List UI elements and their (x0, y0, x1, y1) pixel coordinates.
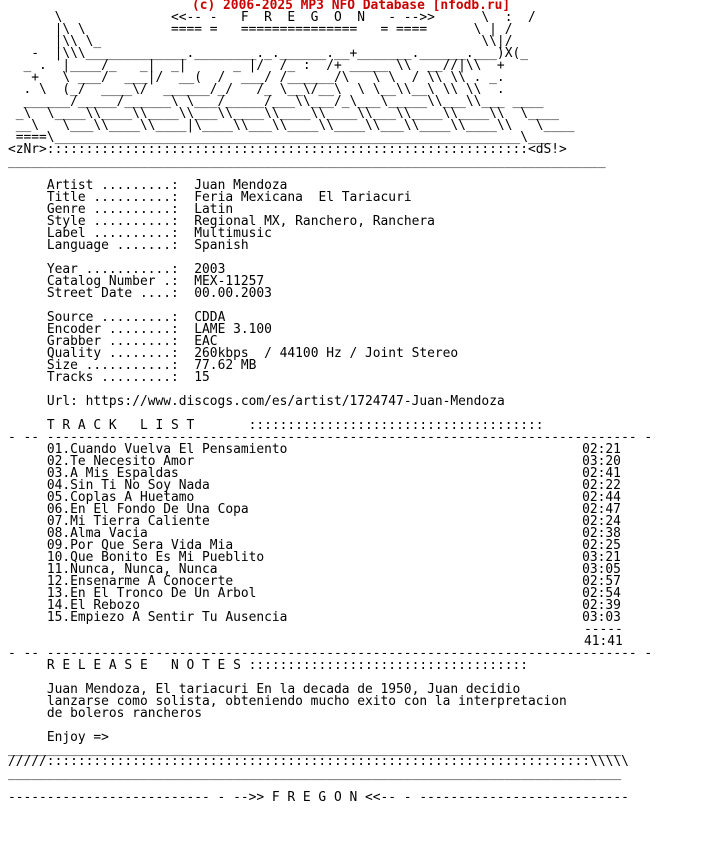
track-title: Coplas A Huetamo (70, 490, 195, 505)
track-number: 06 (46, 502, 63, 517)
release-notes-colons: :::::::::::::::::::::::::::::::::::: (248, 658, 528, 673)
track-list-separator-bottom: - -- ---------------------------------------------------------------------------- - (8, 646, 653, 661)
track-title: Que Bonito Es Mi Pueblito (70, 550, 265, 565)
tracks-row (8, 372, 720, 384)
track-row: 05.Coplas A Huetamo 02:44 (46, 490, 621, 505)
track-title: En El Tronco De Un Arbol (70, 586, 257, 601)
footer-rule-1: _______________________________________________________________________________ (8, 742, 622, 757)
track-number: 05 (46, 490, 63, 505)
track-title: Alma Vacia (70, 526, 148, 541)
track-row: 01.Cuando Vuelva El Pensamiento 02:21 (46, 442, 621, 457)
release-notes-line-3 (8, 708, 720, 720)
size-value: 77.62 MB (194, 358, 257, 373)
track-title: Nunca, Nunca, Nunca (70, 562, 218, 577)
tracks-label: Tracks .........: (46, 370, 179, 385)
track-title: Cuando Vuelva El Pensamiento (70, 442, 288, 457)
title-value: Feria Mexicana El Tariacuri (194, 190, 412, 205)
track-list-colons: :::::::::::::::::::::::::::::::::::::: (248, 418, 544, 433)
track-title: El Rebozo (70, 598, 140, 613)
quality-label: Quality ........: (46, 346, 179, 361)
enjoy-text: Enjoy => (46, 730, 109, 745)
release-notes-text-2: lanzarse como solista, obteniendo mucho exito con la interpretacion (46, 694, 567, 709)
genre-value: Latin (194, 202, 234, 217)
track-number: 09 (46, 538, 63, 553)
label-label: Label ..........: (46, 226, 179, 241)
release-info (8, 180, 720, 408)
release-notes-text-3: de boleros rancheros (46, 706, 203, 721)
track-row: 14.El Rebozo 02:39 (46, 598, 621, 613)
track-number: 14 (46, 598, 63, 613)
language-label: Language .......: (46, 238, 179, 253)
track-row: 10.Que Bonito Es Mi Pueblito 03:21 (46, 550, 621, 565)
track-row: 06.En El Fondo De Una Copa 02:47 (46, 502, 621, 517)
tracks-value: 15 (194, 370, 210, 385)
track-number: 08 (46, 526, 63, 541)
track-list (8, 444, 720, 624)
year-label: Year ...........: (46, 262, 179, 277)
catalog-value: MEX-11257 (194, 274, 265, 289)
track-duration: 02:24 (582, 514, 621, 529)
track-duration: 02:22 (582, 478, 621, 493)
title-label: Title ..........: (46, 190, 179, 205)
url-link[interactable]: https://www.discogs.com/es/artist/1724747-Juan-Mendoza (85, 394, 505, 409)
track-number: 04 (46, 478, 63, 493)
track-row: 08.Alma Vacia 02:38 (46, 526, 621, 541)
total-rule: ----- (584, 622, 623, 637)
ascii-art-banner: \ <<-- - F R E G O N - -->> \ : / |\ \ ==== = =============== = ==== \ | / |\\ \_ \\|/ - |\\\_____________.________._.______.__+_______.______.___)X(_ _ . |____/_ _| _| _ |/ /_ : /+ _____ \\ __//|\\ + + \ ___/ ___|/ __( / ___/ /______/\ \ \ / \\ \\ . _. . \ (_/ ____\/ ______/_/ /_ \__\/__\ \ \__\\__\ \\ \\ . ______/_____/______\ \___/_____/___\\___/_\___\_____\\___\\___ ____ _\ \____\\____\\____\\___\\____\\____\\____\\___\\____\\____\\ \____ __\ \___\\____\\____|\____\\___\\____\\____\\___\\____\\____\\ \____ ====\____________________________________________________________\___ <zNr>::::::::::::::::::::::::::::::::::::::::::::::::::::::::::::::<dS!> _____________________________________________________________________________ (8, 10, 606, 169)
track-duration: 02:47 (582, 502, 621, 517)
track-duration: 02:21 (582, 442, 621, 457)
track-title: Empiezo A Sentir Tu Ausencia (70, 610, 288, 625)
track-row: 11.Nunca, Nunca, Nunca 03:05 (46, 562, 621, 577)
track-list-section (8, 420, 720, 660)
footer (8, 744, 720, 804)
track-duration: 02:54 (582, 586, 621, 601)
track-number: 15 (46, 610, 63, 625)
track-duration: 03:20 (582, 454, 621, 469)
source-value: CDDA (194, 310, 226, 325)
track-row: 02.Te Necesito Amor 03:20 (46, 454, 621, 469)
track-row: 15.Empiezo A Sentir Tu Ausencia 03:03 (46, 610, 621, 625)
track-duration: 02:57 (582, 574, 621, 589)
release-notes-heading: R E L E A S E N O T E S (46, 658, 241, 673)
release-notes-section (8, 660, 720, 744)
language-value: Spanish (194, 238, 249, 253)
track-row: 13.En El Tronco De Un Arbol 02:54 (46, 586, 621, 601)
genre-label: Genre ..........: (46, 202, 179, 217)
track-duration: 02:41 (582, 466, 621, 481)
track-number: 01 (46, 442, 63, 457)
style-value: Regional MX, Ranchero, Ranchera (194, 214, 435, 229)
track-row: 09.Por Que Sera Vida Mia 02:25 (46, 538, 621, 553)
track-number: 12 (46, 574, 63, 589)
track-row: 03.A Mis Espaldas 02:41 (46, 466, 621, 481)
grabber-value: EAC (194, 334, 218, 349)
track-number: 10 (46, 550, 63, 565)
track-number: 03 (46, 466, 63, 481)
label-value: Multimusic (194, 226, 272, 241)
track-title: A Mis Espaldas (70, 466, 179, 481)
track-title: Por Que Sera Vida Mia (70, 538, 234, 553)
track-title: Sin Ti No Soy Nada (70, 478, 210, 493)
track-duration: 02:44 (582, 490, 621, 505)
footer-rule-3: _______________________________________________________________________________ (8, 766, 622, 781)
track-row: 04.Sin Ti No Soy Nada 02:22 (46, 478, 621, 493)
track-number: 11 (46, 562, 63, 577)
style-label: Style ..........: (46, 214, 179, 229)
track-number: 07 (46, 514, 63, 529)
release-notes-heading-row (8, 660, 720, 672)
track-duration: 02:39 (582, 598, 621, 613)
track-title: En El Fondo De Una Copa (70, 502, 249, 517)
footer-rule-2: /////::::::::::::::::::::::::::::::::::::::::::::::::::::::::::::::::::::::\\\\\ (8, 754, 629, 769)
track-duration: 03:21 (582, 550, 621, 565)
source-label: Source .........: (46, 310, 179, 325)
street-date-label: Street Date ....: (46, 286, 179, 301)
url-label: Url: (46, 394, 78, 409)
track-row: 12.Ensenarme A Conocerte 02:57 (46, 574, 621, 589)
catalog-label: Catalog Number .: (46, 274, 179, 289)
release-notes-text-1: Juan Mendoza, El tariacuri En la decada de 1950, Juan decidio (46, 682, 521, 697)
url-row (8, 396, 720, 408)
track-number: 02 (46, 454, 63, 469)
track-duration: 03:03 (582, 610, 621, 625)
track-list-separator-top: - -- ---------------------------------------------------------------------------- - (8, 430, 653, 445)
track-title: Te Necesito Amor (70, 454, 195, 469)
page-header-title: (c) 2006-2025 MP3 NFO Database [nfodb.ru] (192, 0, 511, 13)
track-duration: 03:05 (582, 562, 621, 577)
track-number: 13 (46, 586, 63, 601)
encoder-value: LAME 3.100 (194, 322, 272, 337)
artist-value: Juan Mendoza (194, 178, 288, 193)
track-title: Ensenarme A Conocerte (70, 574, 234, 589)
quality-value: 260kbps / 44100 Hz / Joint Stereo (194, 346, 459, 361)
year-value: 2003 (194, 262, 226, 277)
language-row (8, 240, 720, 252)
street-date-value: 00.00.2003 (194, 286, 272, 301)
grabber-label: Grabber ........: (46, 334, 179, 349)
total-time: 41:41 (584, 634, 623, 649)
artist-label: Artist .........: (46, 178, 179, 193)
street-date-row (8, 288, 720, 300)
track-row: 07.Mi Tierra Caliente 02:24 (46, 514, 621, 529)
track-list-heading: T R A C K L I S T (46, 418, 195, 433)
track-duration: 02:25 (582, 538, 621, 553)
size-label: Size ...........: (46, 358, 179, 373)
encoder-label: Encoder ........: (46, 322, 179, 337)
track-duration: 02:38 (582, 526, 621, 541)
track-title: Mi Tierra Caliente (70, 514, 210, 529)
footer-signature: -------------------------- - -->> F R E G O N <<-- - --------------------------- (8, 790, 629, 805)
